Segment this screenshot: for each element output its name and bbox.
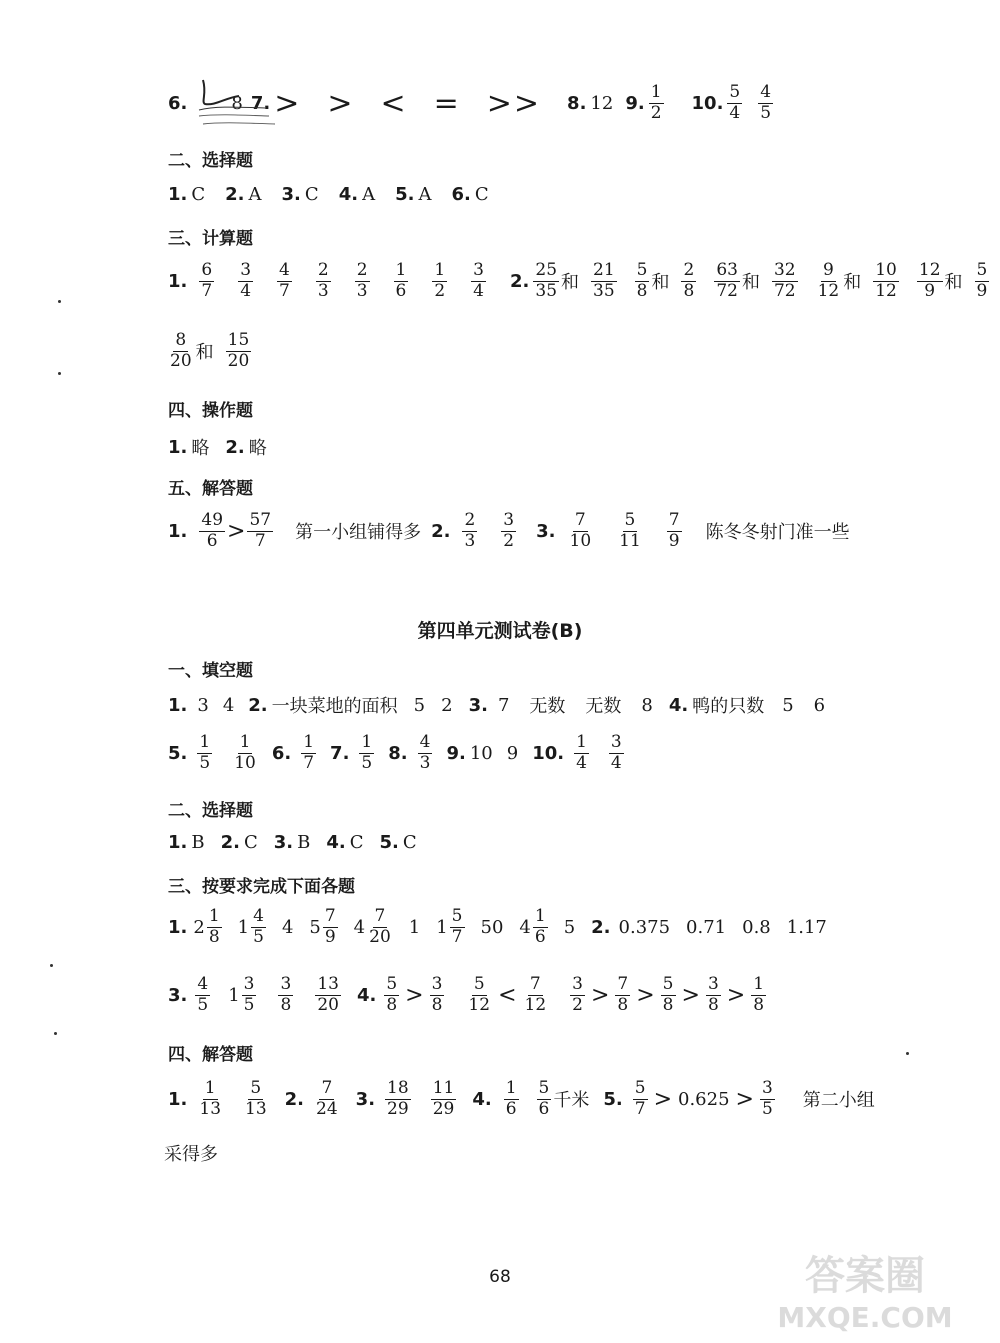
q7-symbol-1: > — [274, 85, 300, 121]
answer-row-operation: 1. 略 2. 略 — [168, 436, 267, 459]
answer-row-fill-2: 5. $\frac{1}{5}$ $\frac{1}{10}$ 6. $\frac{1}{7}$ 7. $\frac{1}{5}$ 8. $\frac{4}{3}$ 9. 10 9 10. $\frac{1}{4}$ $\frac{3}{4}$ — [168, 732, 622, 773]
answer-row-calc: 1. $\frac{6}{7}$ $\frac{3}{4}$ $\frac{4}{7}$ $\frac{2}{3}$ $\frac{2}{3}$ $\frac{1}{6}$ $\frac{1}{2}$ $\frac{3}{4}$ 2. $\frac{25}{35}$ 和 $\frac{21}{35}$ $\frac{5}{8}$ 和 $\frac{2}{8}$ $\frac{63}{72}$ 和 $\frac{32}{72}$ $\frac{9}{12}$ 和 $\frac{10}{12}$ $\frac{12}{9}$ 和 $\frac{5}{9}$ — [168, 260, 988, 301]
heading-calc: 三、计算题 — [168, 229, 253, 249]
scan-speck — [58, 372, 61, 375]
q6-value: 8 — [231, 92, 243, 114]
answer-row-fill-1: 1. 3 4 2. 一块菜地的面积 5 2 3. 7 无数 无数 8 4. 鸭的只数 5 6 — [168, 694, 826, 717]
heading-choice-2: 二、选择题 — [168, 801, 253, 821]
svg-text:MXQE.COM: MXQE.COM — [777, 1301, 953, 1334]
q7-symbol-6: > — [513, 85, 540, 121]
section-title: 第四单元测试卷(B) — [417, 620, 583, 642]
q7-symbol-2: > — [327, 85, 353, 121]
answer-row-solve-2-cont: 采得多 — [164, 1144, 218, 1165]
q8-number: 8. — [567, 92, 587, 114]
q7-number: 7. — [250, 92, 271, 114]
q6-number: 6. — [168, 92, 188, 114]
answer-row-req-1: 1. 2 $\frac{1}{8}$ 1 $\frac{4}{5}$ 4 5 $\frac{7}{9}$ 4 $\frac{7}{20}$ 1 1 $\frac{5}{7}$ 50 4 $\frac{1}{6}$ 5 2. 0.375 0.71 0.8 1.17 — [168, 906, 827, 947]
page-number: 68 — [489, 1267, 511, 1287]
q10-fraction-1: $\frac{5}{4}$ — [729, 82, 741, 123]
answer-row-choice-1: 1. C 2. A 3. C 4. A 5. A 6. C — [168, 184, 489, 205]
svg-text:答案圈: 答案圈 — [805, 1253, 925, 1299]
scan-speck — [50, 964, 53, 967]
q10-number: 10. — [691, 92, 724, 114]
q7-symbol-5: > — [486, 85, 512, 121]
heading-requirements: 三、按要求完成下面各题 — [168, 877, 355, 897]
watermark-logo — [740, 1245, 990, 1335]
heading-choice-1: 二、选择题 — [168, 151, 253, 171]
scan-speck — [58, 300, 61, 303]
q7-symbol-4: = — [433, 85, 459, 121]
q8-value: 12 — [590, 92, 614, 114]
answer-row-solve-1: 1. $\frac{49}{6}$ > $\frac{57}{7}$ 第一小组铺得多 2. $\frac{2}{3}$ $\frac{3}{2}$ 3. $\frac{7}{10}$ $\frac{5}{11}$ $\frac{7}{9}$ 陈冬冬射门准一些 — [168, 510, 850, 551]
q9-fraction: $\frac{1}{2}$ — [650, 82, 662, 123]
heading-solve-2: 四、解答题 — [168, 1045, 253, 1065]
heading-fill: 一、填空题 — [168, 661, 253, 681]
q10-fraction-2: $\frac{4}{5}$ — [760, 82, 772, 123]
q7-symbol-3: < — [380, 85, 406, 121]
scan-speck — [906, 1052, 909, 1055]
answer-row-choice-2: 1. B 2. C 3. B 4. C 5. C — [168, 832, 417, 853]
heading-solve-1: 五、解答题 — [168, 479, 253, 499]
heading-operation: 四、操作题 — [168, 401, 253, 421]
scan-speck — [54, 1032, 57, 1035]
q9-number: 9. — [625, 92, 645, 114]
answer-row-calc-cont: $\frac{8}{20}$ 和 $\frac{15}{20}$ — [170, 330, 250, 371]
handwritten-scribble — [195, 74, 285, 136]
answer-row-req-2: 3. $\frac{4}{5}$ 1 $\frac{3}{5}$ $\frac{3}{8}$ $\frac{13}{20}$ 4. $\frac{5}{8}$ > $\frac{3}{8}$ $\frac{5}{12}$ < $\frac{7}{12}$ $\frac{3}{2}$ > $\frac{7}{8}$ > $\frac{5}{8}$ > $\frac{3}{8}$ > $\frac{1}{8}$ — [168, 974, 765, 1015]
answer-row-solve-2: 1. $\frac{1}{13}$ $\frac{5}{13}$ 2. $\frac{7}{24}$ 3. $\frac{18}{29}$ $\frac{11}{29}$ 4. $\frac{1}{6}$ $\frac{5}{6}$ 千米 5. $\frac{5}{7}$ > 0.625 > $\frac{3}{5}$ 第二小组 — [168, 1078, 875, 1119]
